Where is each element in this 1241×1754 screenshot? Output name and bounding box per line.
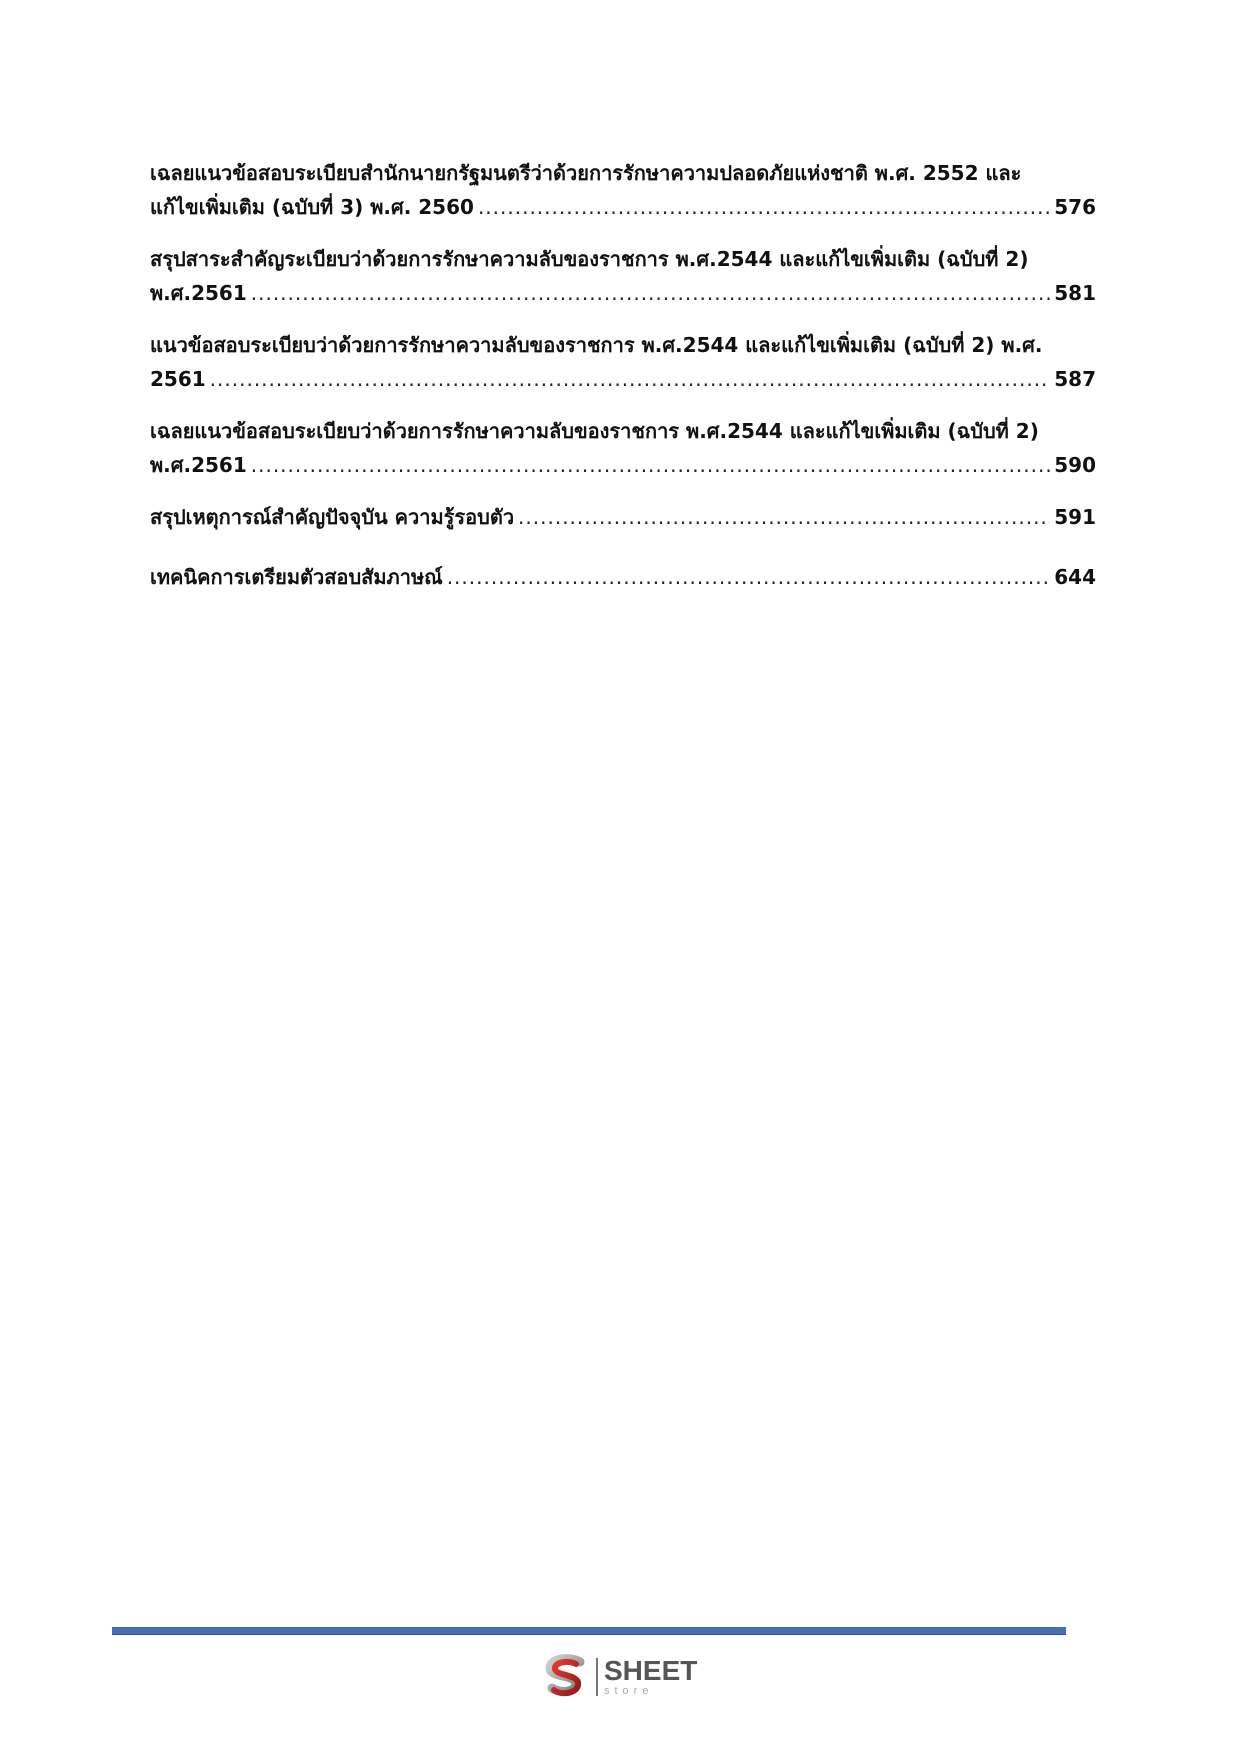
toc-entry-title: สรุปเหตุการณ์สำคัญปัจจุบัน ความรู้รอบตัว [150, 505, 515, 529]
toc-entry-line [150, 500, 1096, 534]
toc-entry-title: เทคนิคการเตรียมตัวสอบสัมภาษณ์ [150, 565, 443, 589]
logo-wordmark [604, 1657, 697, 1697]
toc-entry[interactable] [150, 414, 1096, 482]
toc-page-number: 587 [1054, 367, 1096, 391]
toc-entry-title-continued: 2561 [150, 367, 206, 391]
dot-leader [518, 500, 1050, 534]
toc-entry[interactable] [150, 242, 1096, 310]
dot-leader [478, 190, 1050, 224]
toc-entry-title-continued: พ.ศ.2561 [150, 453, 247, 477]
toc-entry-title: เฉลยแนวข้อสอบระเบียบสำนักนายกรัฐมนตรีว่าด้วยการรักษาความปลอดภัยแห่งชาติ พ.ศ. 2552 และ [150, 161, 1022, 185]
toc-entry-title: เฉลยแนวข้อสอบระเบียบว่าด้วยการรักษาความลับของราชการ พ.ศ.2544 และแก้ไขเพิ่มเติม (ฉบับที่ 2) [150, 419, 1039, 443]
dot-leader [210, 362, 1051, 396]
toc-entry[interactable] [150, 500, 1096, 534]
logo-brand-text: SHEET [604, 1655, 698, 1686]
sheet-store-logo-icon [540, 1652, 590, 1702]
toc-entry[interactable] [150, 560, 1096, 594]
dot-leader [251, 448, 1051, 482]
toc-page-number: 591 [1054, 505, 1096, 529]
toc-entry-line [150, 362, 1096, 396]
sheet-store-logo [540, 1652, 697, 1702]
toc-entry-title: สรุปสาระสำคัญระเบียบว่าด้วยการรักษาความลับของราชการ พ.ศ.2544 และแก้ไขเพิ่มเติม (ฉบับที่ 2) [150, 247, 1029, 271]
toc-entry[interactable] [150, 156, 1096, 224]
toc-entry[interactable] [150, 328, 1096, 396]
toc-entry-line [150, 560, 1096, 594]
logo-divider [596, 1658, 598, 1696]
toc-entry-title-continued: พ.ศ.2561 [150, 281, 247, 305]
table-of-contents [150, 156, 1096, 620]
toc-page-number: 581 [1054, 281, 1096, 305]
toc-entry-line [150, 190, 1096, 224]
logo-sub-text: store [604, 1685, 654, 1697]
toc-entry-title: แนวข้อสอบระเบียบว่าด้วยการรักษาความลับของราชการ พ.ศ.2544 และแก้ไขเพิ่มเติม (ฉบับที่ 2) พ.ศ. [150, 333, 1043, 357]
toc-page-number: 590 [1054, 453, 1096, 477]
toc-page-number: 644 [1054, 565, 1096, 589]
dot-leader [251, 276, 1051, 310]
toc-page-number: 576 [1054, 195, 1096, 219]
toc-entry-title-continued: แก้ไขเพิ่มเติม (ฉบับที่ 3) พ.ศ. 2560 [150, 195, 474, 219]
toc-entry-line [150, 448, 1096, 482]
dot-leader [447, 560, 1051, 594]
toc-entry-line [150, 276, 1096, 310]
footer-divider-bar [112, 1627, 1066, 1635]
